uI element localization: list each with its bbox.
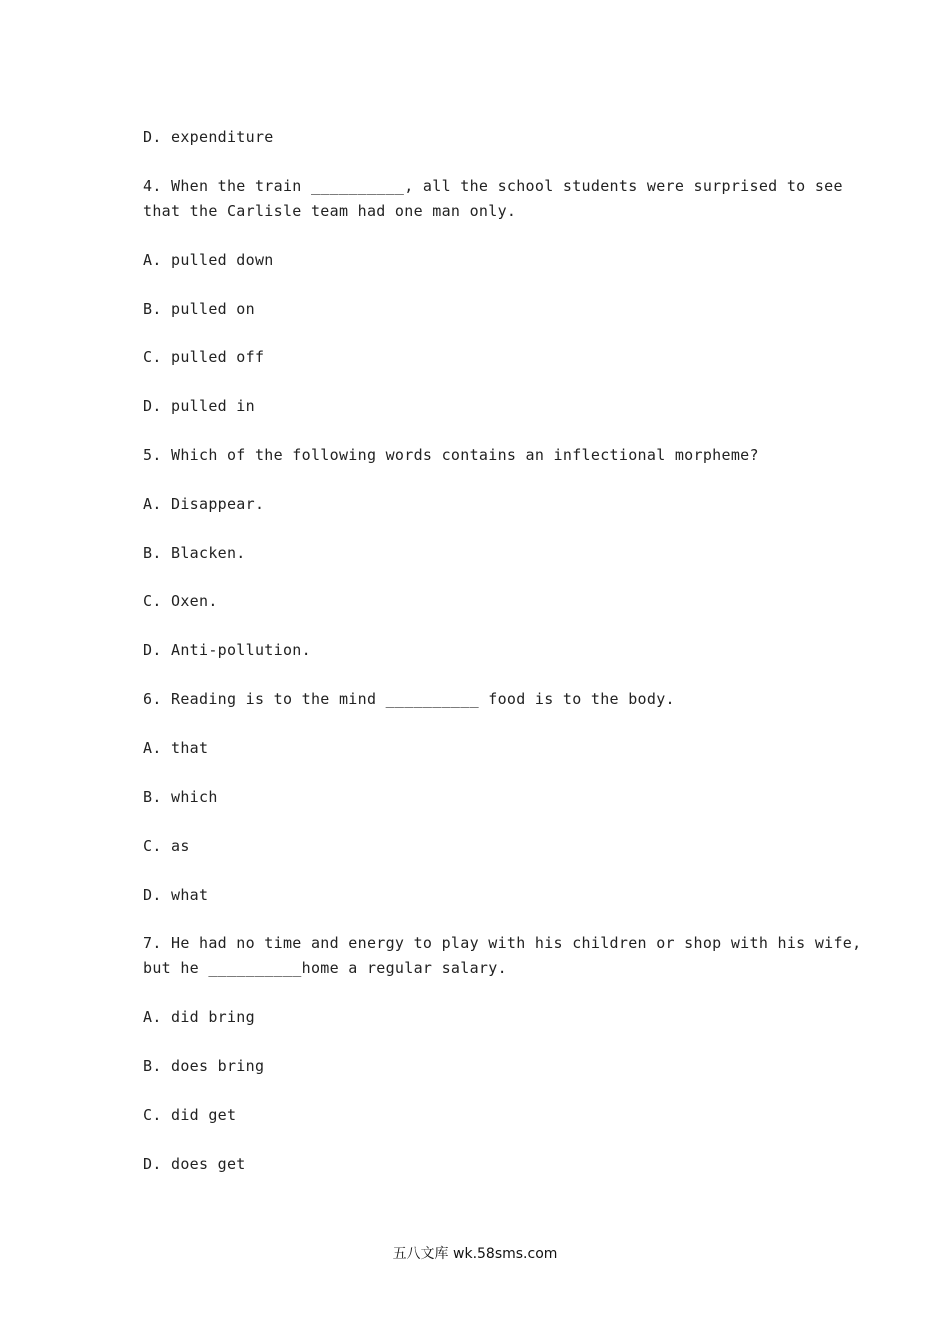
- option-a-q5: A. Disappear.: [143, 495, 265, 513]
- option-b-q7: B. does bring: [143, 1057, 265, 1075]
- option-c-q4: C. pulled off: [143, 348, 265, 366]
- option-a-q4: A. pulled down: [143, 251, 274, 269]
- question-4-line-2: that the Carlisle team had one man only.: [143, 202, 517, 220]
- question-4-line-1: 4. When the train __________, all the school students were surprised to see: [143, 177, 843, 195]
- option-a-q6: A. that: [143, 739, 209, 757]
- option-d-q6: D. what: [143, 886, 209, 904]
- option-c-q7: C. did get: [143, 1106, 237, 1124]
- question-6: 6. Reading is to the mind __________ food is to the body.: [143, 690, 675, 708]
- option-d-q5: D. Anti-pollution.: [143, 641, 311, 659]
- question-5: 5. Which of the following words contains an inflectional morpheme?: [143, 446, 759, 464]
- option-b-q6: B. which: [143, 788, 218, 806]
- page-footer-watermark: 五八文库 wk.58sms.com: [392, 1246, 558, 1262]
- option-c-q6: C. as: [143, 837, 190, 855]
- option-d-q4: D. pulled in: [143, 397, 255, 415]
- option-c-q5: C. Oxen.: [143, 592, 218, 610]
- option-d-q7: D. does get: [143, 1155, 246, 1173]
- option-d-q3: D. expenditure: [143, 128, 274, 146]
- question-7-line-1: 7. He had no time and energy to play with his children or shop with his wife,: [143, 934, 862, 952]
- option-b-q4: B. pulled on: [143, 300, 255, 318]
- option-b-q5: B. Blacken.: [143, 544, 246, 562]
- option-a-q7: A. did bring: [143, 1008, 255, 1026]
- question-7-line-2: but he __________home a regular salary.: [143, 959, 507, 977]
